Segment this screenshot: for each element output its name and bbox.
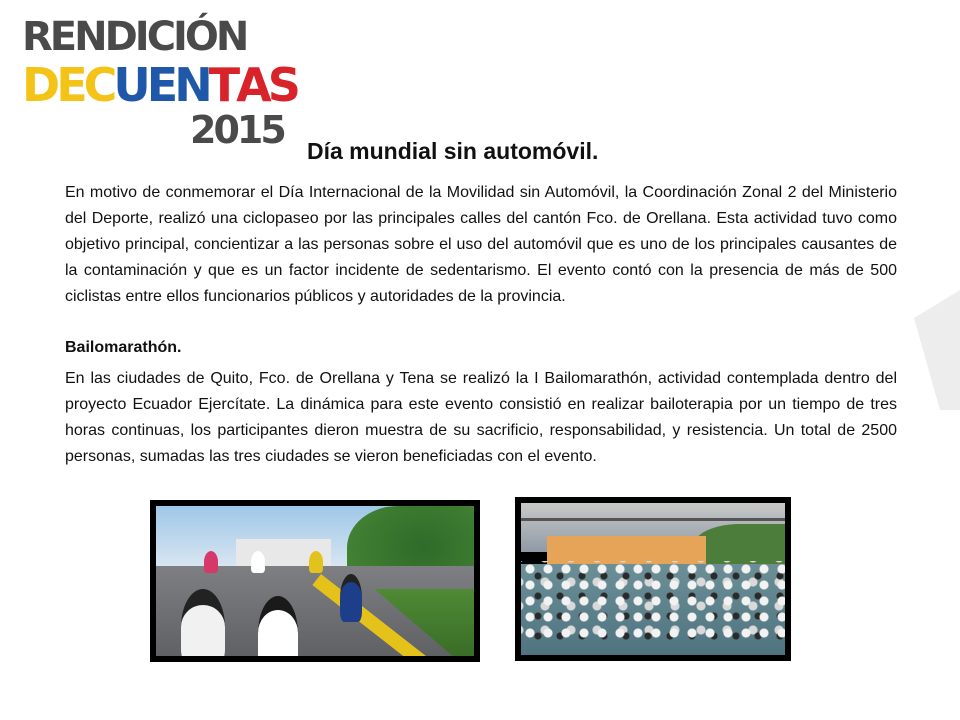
rendicion-de-cuentas-2015-logo [22,14,297,152]
logo-line-decuentas [22,58,297,112]
logo-letter: D [22,58,57,112]
logo-line-rendicion: RENDICIÓN [22,14,247,60]
cyclist [251,551,265,573]
photo-bailomarathon-event [515,497,791,661]
logo-line-year: 2015 [190,108,284,152]
cyclist [204,551,218,573]
decorative-wedge [910,290,960,410]
logo-letter: U [113,58,147,112]
photo-dance-crowd-scene [521,503,785,655]
paragraph-bailomarathon: En las ciudades de Quito, Fco. de Orellana y Tena se realizó la I Bailomarathón, actividad contemplada dentro del proyecto Ecuador Ejercítate. La dinámica para este evento consistió en realizar bailoterapia por un tiempo de tres horas continuas, los participantes dieron muestra de su sacrificio, responsabilidad, y resistencia. Un total de 2500 personas, sumadas las tres ciudades se vieron beneficiadas con el evento. [65,370,897,465]
photo-cycling-event [150,500,480,662]
logo-letter: T [208,58,237,112]
logo-letter: C [83,58,114,112]
logo-letter: S [267,58,297,112]
photo-cycling-scene [156,506,474,656]
dancing-crowd [521,561,785,645]
paragraph-dia-sin-automovil: En motivo de conmemorar el Día Internacional de la Movilidad sin Automóvil, la Coordinación Zonal 2 del Ministerio del Deporte, realizó una ciclopaseo por las principales calles del cantón Fco. de Orellana. Esta actividad tuvo como objetivo principal, concientizar a las personas sobre el uso del automóvil que es uno de los principales causantes de la contaminación y que es un factor incidente de sedentarismo. El evento contó con la presencia de más de 500 ciclistas entre ellos funcionarios públicos y autoridades de la provincia. [65,184,897,305]
logo-letter: A [236,58,268,112]
logo-letter: E [56,58,84,112]
section-heading-bailomarathon: Bailomarathón. [65,339,182,356]
cyclist [309,551,323,573]
logo-letter: E [146,58,175,112]
page-title: Día mundial sin automóvil. [307,138,599,164]
logo-letter: N [174,58,209,112]
